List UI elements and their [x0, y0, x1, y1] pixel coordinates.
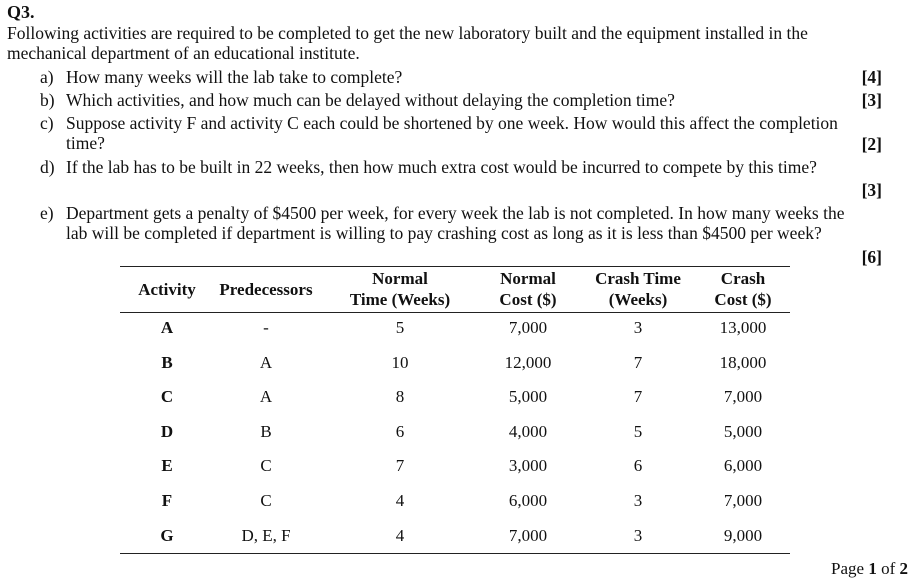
part-text-line-2: time? [66, 133, 105, 153]
header-normal-time-line-1: Normal [372, 269, 428, 288]
header-crash-cost-line-2: Cost ($) [714, 290, 772, 309]
table-cell-normal-time: 4 [395, 491, 405, 510]
table-cell-normal-time: 6 [395, 421, 405, 441]
header-normal-cost [480, 268, 576, 310]
table-cell-activity: C [160, 387, 174, 407]
table-cell-normal-cost: 6,000 [508, 491, 548, 510]
table-cell-normal-cost: 3,000 [508, 456, 548, 476]
table-cell-activity: G [160, 525, 174, 545]
header-predecessors: Predecessors [219, 280, 313, 299]
header-crash-time [582, 268, 694, 310]
table-cell-normal-cost: 12,000 [504, 352, 552, 372]
part-label: c) [40, 113, 54, 133]
part-text: If the lab has to be built in 22 weeks, then how much extra cost would be incurred to compete by this time? [66, 157, 817, 177]
header-crash-cost [696, 268, 790, 310]
footer-page-total: 2 [899, 559, 908, 578]
footer-of-word: of [881, 559, 896, 578]
table-cell-crash-time: 5 [633, 421, 643, 441]
part-d-marks: [3] [861, 180, 882, 200]
table-cell-predecessors: A [259, 352, 273, 372]
part-text-line-1: Suppose activity F and activity C each could be shortened by one week. How would this affect the completion [66, 113, 838, 133]
table-cell-crash-time: 6 [633, 456, 643, 476]
part-text-line-1: Department gets a penalty of $4500 per week, for every week the lab is not completed. In how many weeks the [66, 203, 845, 223]
part-text [66, 113, 908, 153]
table-cell-normal-time: 7 [395, 456, 405, 476]
table-cell-normal-time: 10 [391, 352, 409, 372]
table-cell-activity: D [160, 421, 174, 441]
part-text: Which activities, and how much can be delayed without delaying the completion time? [66, 90, 675, 110]
header-normal-time [336, 268, 464, 310]
header-normal-time-line-2: Time (Weeks) [349, 290, 451, 309]
part-e-marks: [6] [861, 247, 882, 267]
table-cell-predecessors: C [260, 456, 272, 476]
table-cell-crash-time: 3 [633, 318, 643, 337]
table-cell-predecessors: D, E, F [241, 525, 291, 545]
part-label: b) [40, 90, 55, 110]
table-cell-normal-cost: 7,000 [508, 318, 548, 337]
table-header-rule [120, 312, 790, 313]
table-cell-predecessors: A [259, 387, 273, 407]
table-cell-normal-cost: 4,000 [508, 421, 548, 441]
table-top-rule [120, 266, 790, 267]
table-cell-predecessors: C [260, 491, 272, 510]
table-bottom-rule [120, 553, 790, 554]
header-crash-cost-line-1: Crash [720, 269, 766, 288]
part-b-marks: [3] [861, 90, 882, 110]
table-cell-normal-time: 4 [395, 525, 405, 545]
part-label: e) [40, 203, 54, 223]
part-text [66, 203, 908, 243]
table-cell-activity: F [161, 491, 173, 510]
table-cell-crash-cost: 13,000 [719, 318, 767, 337]
table-cell-crash-time: 7 [633, 387, 643, 407]
question-intro [7, 23, 907, 63]
part-label: d) [40, 157, 55, 177]
part-a-marks: [4] [861, 67, 882, 87]
table-cell-crash-cost: 9,000 [723, 525, 763, 545]
question-number: Q3. [7, 2, 35, 22]
table-cell-crash-time: 3 [633, 491, 643, 510]
table-cell-predecessors: B [260, 421, 272, 441]
table-cell-crash-time: 3 [633, 525, 643, 545]
part-text: How many weeks will the lab take to complete? [66, 67, 403, 87]
table-cell-normal-cost: 5,000 [508, 387, 548, 407]
part-label: a) [40, 67, 54, 87]
header-normal-cost-line-2: Cost ($) [499, 290, 557, 309]
table-cell-crash-cost: 6,000 [723, 456, 763, 476]
header-activity: Activity [138, 280, 196, 299]
table-cell-normal-cost: 7,000 [508, 525, 548, 545]
header-crash-time-line-1: Crash Time [595, 269, 681, 288]
page-footer [831, 559, 908, 579]
footer-page-word: Page [831, 559, 865, 578]
table-cell-crash-cost: 5,000 [723, 421, 763, 441]
footer-page-current: 1 [868, 559, 877, 578]
table-cell-crash-time: 7 [633, 352, 643, 372]
table-cell-normal-time: 5 [395, 318, 405, 337]
part-c-marks: [2] [861, 134, 882, 154]
table-cell-crash-cost: 18,000 [719, 352, 767, 372]
table-cell-crash-cost: 7,000 [723, 491, 763, 510]
intro-line-1: Following activities are required to be completed to get the new laboratory built and the equipment installed in the [7, 23, 808, 43]
table-cell-activity: E [161, 456, 173, 476]
part-text-line-2: lab will be completed if department is willing to pay crashing cost as long as it is less than $4500 per week? [66, 223, 822, 243]
header-normal-cost-line-1: Normal [500, 269, 556, 288]
table-cell-normal-time: 8 [395, 387, 405, 407]
header-crash-time-line-2: (Weeks) [608, 290, 668, 309]
table-cell-predecessors: - [263, 318, 269, 337]
table-cell-crash-cost: 7,000 [723, 387, 763, 407]
table-cell-activity: B [161, 352, 173, 372]
intro-line-2: mechanical department of an educational institute. [7, 43, 360, 63]
table-cell-activity: A [160, 318, 174, 337]
